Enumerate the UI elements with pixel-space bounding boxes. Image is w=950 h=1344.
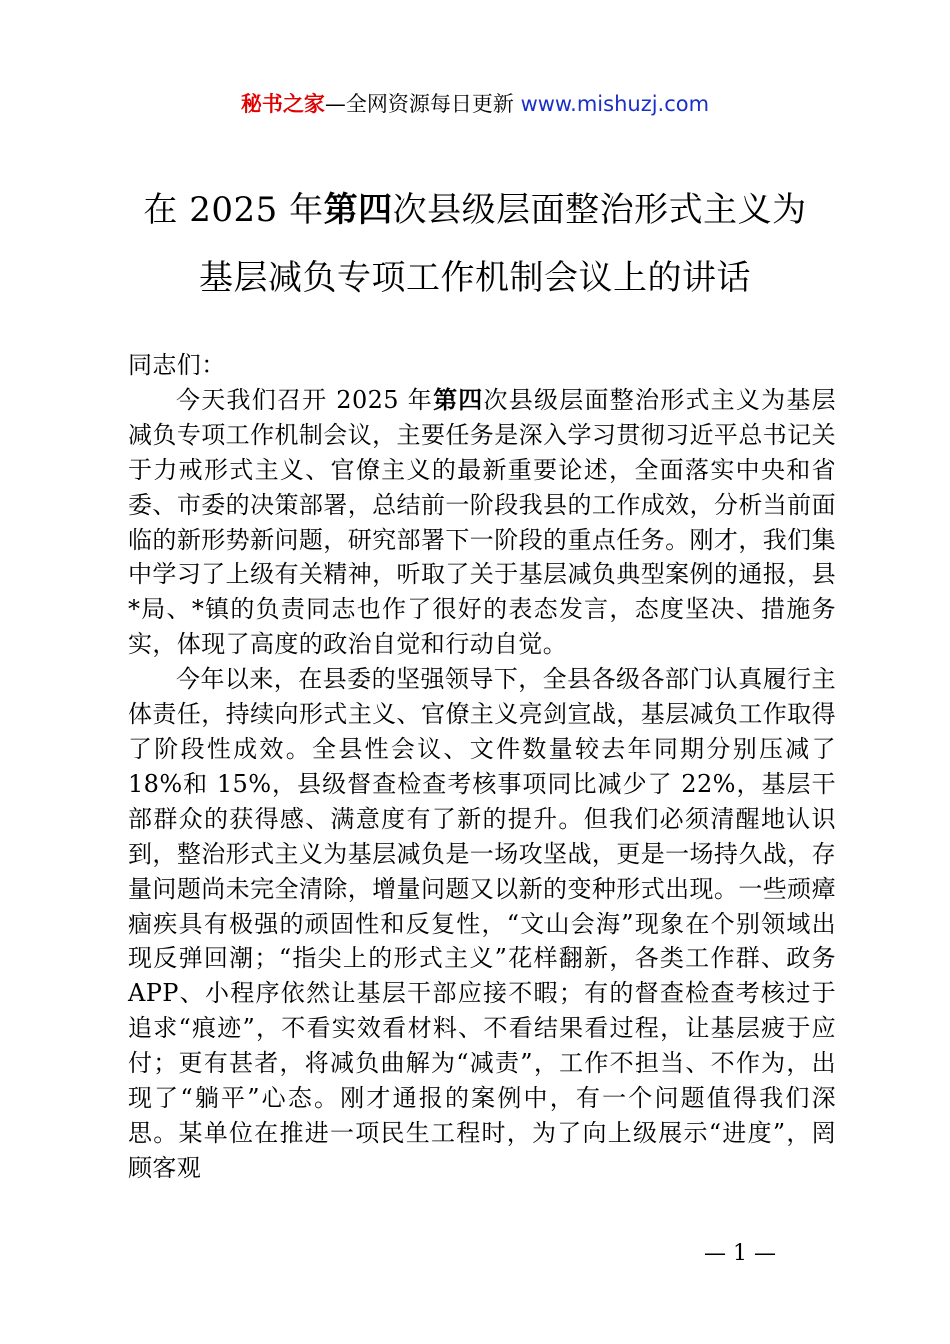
paragraph-2: 今年以来，在县委的坚强领导下，全县各级各部门认真履行主体责任，持续向形式主义、官僚主义亮剑宣战，基层减负工作取得了阶段性成效。全县性会议、文件数量较去年同期分别压减了 18%和 15%，县级督查检查考核事项同比减少了 22%，基层干部群众的获得感、满意度有了新的提升。但我们必须清醒地认识到，整治形式主义为基层减负是一场攻坚战，更是一场持久战，存量问题尚未完全清除，增量问题又以新的变种形式出现。一些顽瘴痼疾具有极强的顽固性和反复性，“文山会海”现象在个别领域出现反弹回潮；“指尖上的形式主义”花样翻新，各类工作群、政务 APP、小程序依然让基层干部应接不暇；有的督查检查考核过于追求“痕迹”，不看实效看材料、不看结果看过程，让基层疲于应付；更有甚者，将减负曲解为“减责”，工作不担当、不作为，出现了“躺平”心态。刚才通报的案例中，有一个问题值得我们深思。某单位在推进一项民生工程时，为了向上级展示“进度”，罔顾客观 — [128, 665, 836, 1182]
salutation: 同志们： — [128, 351, 226, 379]
paragraph-1-prefix: 今天我们召开 2025 年 — [176, 385, 434, 414]
brand-name: 秘书之家 — [240, 92, 325, 116]
paragraph-1-bold: 第四 — [433, 384, 484, 414]
banner-tagline: —全网资源每日更新 — [324, 92, 514, 116]
document-title-line-1 — [0, 190, 950, 230]
title-prefix: 在 2025 年 — [143, 190, 324, 230]
title-suffix: 次县级层面整治形式主义为 — [392, 190, 807, 230]
site-banner — [0, 88, 950, 120]
paragraph-1-rest: 次县级层面整治形式主义为基层减负专项工作机制会议，主要任务是深入学习贯彻习近平总书记关于力戒形式主义、官僚主义的最新重要论述，全面落实中央和省委、市委的决策部署，总结前一阶段我县的工作成效，分析当前面临的新形势新问题，研究部署下一阶段的重点任务。刚才，我们集中学习了上级有关精神，听取了关于基层减负典型案例的通报，县*局、*镇的负责同志也作了很好的表态发言，态度坚决、措施务实，体现了高度的政治自觉和行动自觉。 — [128, 385, 836, 659]
page-number: — 1 — — [704, 1241, 776, 1266]
title-bold: 第四 — [323, 190, 393, 230]
paragraph-1 — [128, 383, 836, 662]
site-url-link[interactable]: www.mishuzj.com — [520, 92, 710, 116]
document-title-line-2: 基层减负专项工作机制会议上的讲话 — [199, 258, 751, 298]
speech-body — [128, 348, 836, 1186]
